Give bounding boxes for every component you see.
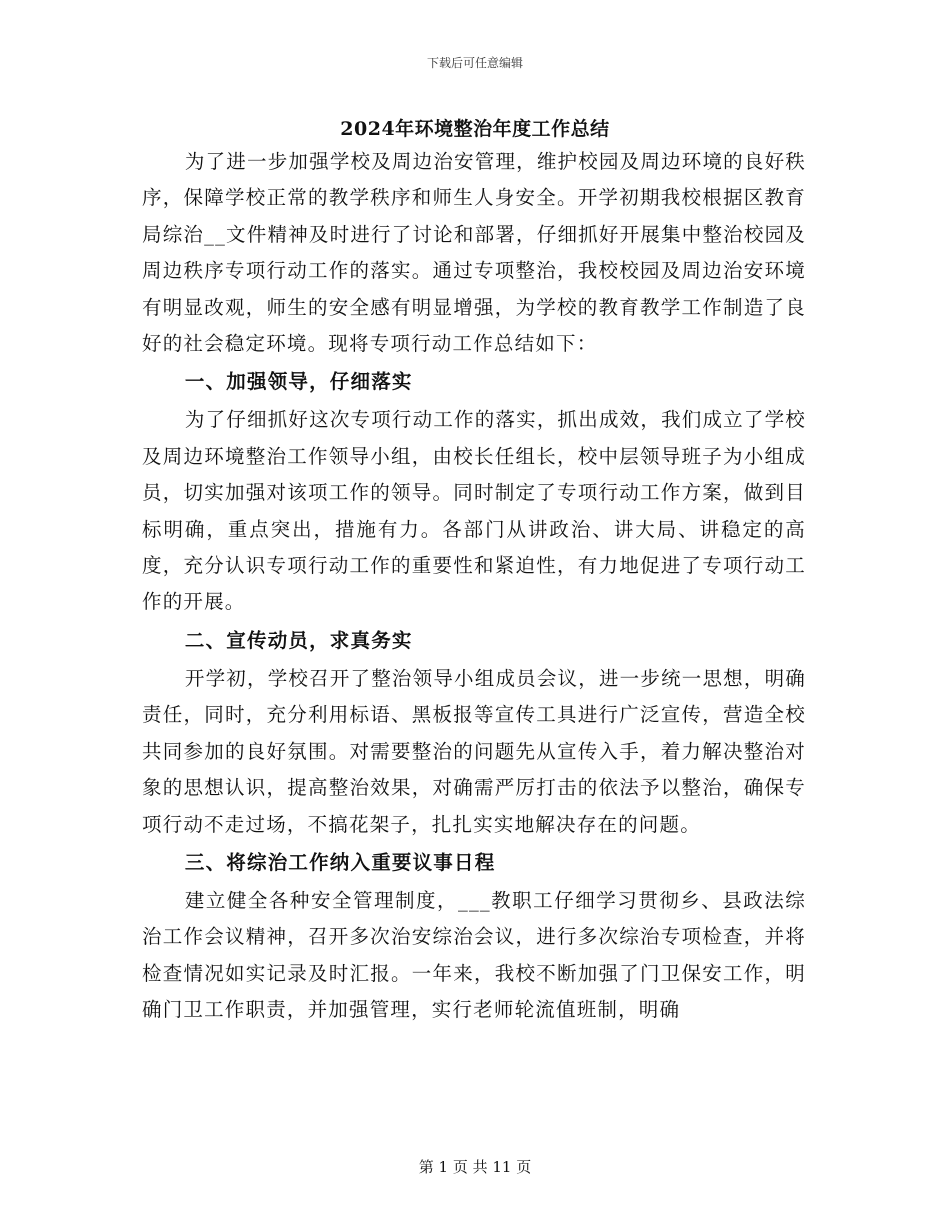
section-body-2: 开学初，学校召开了整治领导小组成员会议，进一步统一思想，明确责任，同时，充分利用标语、黑板报等宣传工具进行广泛宣传，营造全校共同参加的良好氛围。对需要整治的问题先从宣传入手，着力解决整治对象的思想认识，提高整治效果，对确需严厉打击的依法予以整治，确保专项行动不走过场，不搞花架子，扎扎实实地解决存在的问题。 (142, 666, 806, 836)
document-body (142, 144, 806, 1029)
document-title: 2024年环境整治年度工作总结 (340, 118, 610, 140)
page-indicator: 第 1 页 共 11 页 (418, 1158, 532, 1176)
header-note: 下载后可任意编辑 (426, 56, 523, 70)
section-heading-3: 三、将综治工作纳入重要议事日程 (184, 850, 496, 874)
intro-paragraph: 为了进一步加强学校及周边治安管理，维护校园及周边环境的良好秩序，保障学校正常的教学秩序和师生人身安全。开学初期我校根据区教育局综治__文件精神及时进行了讨论和部署，仔细抓好开展集中整治校园及周边秩序专项行动工作的落实。通过专项整治，我校校园及周边治安环境有明显改观，师生的安全感有明显增强，为学校的教育教学工作制造了良好的社会稳定环境。现将专项行动工作总结如下： (142, 150, 806, 356)
section-body-1: 为了仔细抓好这次专项行动工作的落实，抓出成效，我们成立了学校及周边环境整治工作领导小组，由校长任组长，校中层领导班子为小组成员，切实加强对该项工作的领导。同时制定了专项行动工作方案，做到目标明确，重点突出，措施有力。各部门从讲政治、讲大局、讲稳定的高度，充分认识专项行动工作的重要性和紧迫性，有力地促进了专项行动工作的开展。 (142, 408, 806, 614)
section-heading-2: 二、宣传动员，求真务实 (184, 628, 413, 652)
section-body-3: 建立健全各种安全管理制度，___教职工仔细学习贯彻乡、县政法综治工作会议精神，召开多次治安综治会议，进行多次综治专项检查，并将检查情况如实记录及时汇报。一年来，我校不断加强了门卫保安工作，明确门卫工作职责，并加强管理，实行老师轮流值班制，明确 (142, 888, 806, 1022)
section-heading-1: 一、加强领导，仔细落实 (184, 370, 413, 394)
